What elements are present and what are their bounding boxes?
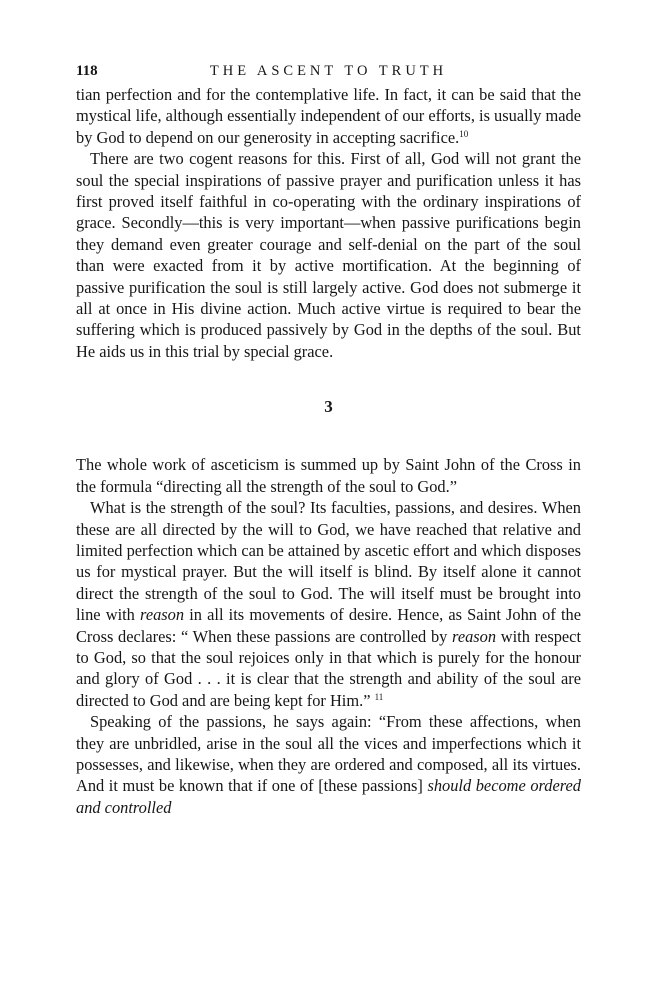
text-run: in all its movements of desire. Hence, as Saint John of the Cross declares: “ When these passions are controlled by bbox=[76, 605, 581, 646]
paragraph-strength-of-soul bbox=[76, 497, 581, 711]
paragraph-continuation bbox=[76, 84, 581, 148]
text-run: What is the strength of the soul? Its faculties, passions, and desires. When these are all directed by the will to God, we have reached that relative and limited perfection which can be attained by ascetic effort and which disposes us for mystical prayer. But the will itself is blind. By itself alone it cannot direct the strength of the soul to God. The will itself must be brought into line with bbox=[76, 498, 581, 625]
text-run: The whole work of asceticism is summed up by Saint John of the Cross in the formula “directing all the strength of the soul to God.” bbox=[76, 455, 581, 496]
text-run: tian perfection and for the contemplative life. In fact, it can be said that the mystical life, although essentially independent of our efforts, is usually made by God to depend on our generosity in accepting sacrifice. bbox=[76, 85, 581, 147]
paragraph-cogent-reasons bbox=[76, 148, 581, 362]
text-run: with respect to God, so that the soul rejoices only in that which is purely for the honour and glory of God . . . it is clear that the strength and ability of the soul are directed to God and are being kept for Him.” bbox=[76, 626, 582, 710]
footnote-marker: 11 bbox=[374, 691, 384, 702]
text-run: There are two cogent reasons for this. First of all, God will not grant the soul the special inspirations of passive prayer and purification unless it has first proved itself faithful in co-operating with the ordinary inspirations of grace. Secondly—this is very important—when passive purifications begin they demand even greater courage and self-denial on the part of the soul than were exacted from it by active mortification. At the beginning of passive purification the soul is still largely active. God does not submerge it all at once in His divine action. Much active virtue is required to bear the suffering which is produced passively by God in the depths of the soul. But He aids us in this trial by special grace. bbox=[76, 149, 581, 361]
book-title: THE ASCENT TO TRUTH bbox=[209, 63, 448, 79]
book-page bbox=[76, 60, 581, 818]
section-number: 3 bbox=[324, 397, 333, 417]
running-head bbox=[76, 60, 581, 82]
page-number: 118 bbox=[76, 63, 98, 79]
text-run: Speaking of the passions, he says again: “From these affections, when they are unbridled, arise in the soul all the vices and imperfections which it possesses, and likewise, when they are ordered and composed, all its virtues. And it must be known that if one of [these passions] bbox=[76, 712, 581, 796]
paragraph-passions bbox=[76, 711, 581, 818]
emphasis-text: reason bbox=[452, 626, 497, 646]
emphasis-text: reason bbox=[140, 605, 185, 625]
footnote-marker: 10 bbox=[459, 128, 469, 139]
emphasis-text: should become ordered and controlled bbox=[76, 776, 582, 817]
paragraph-asceticism bbox=[76, 454, 581, 497]
